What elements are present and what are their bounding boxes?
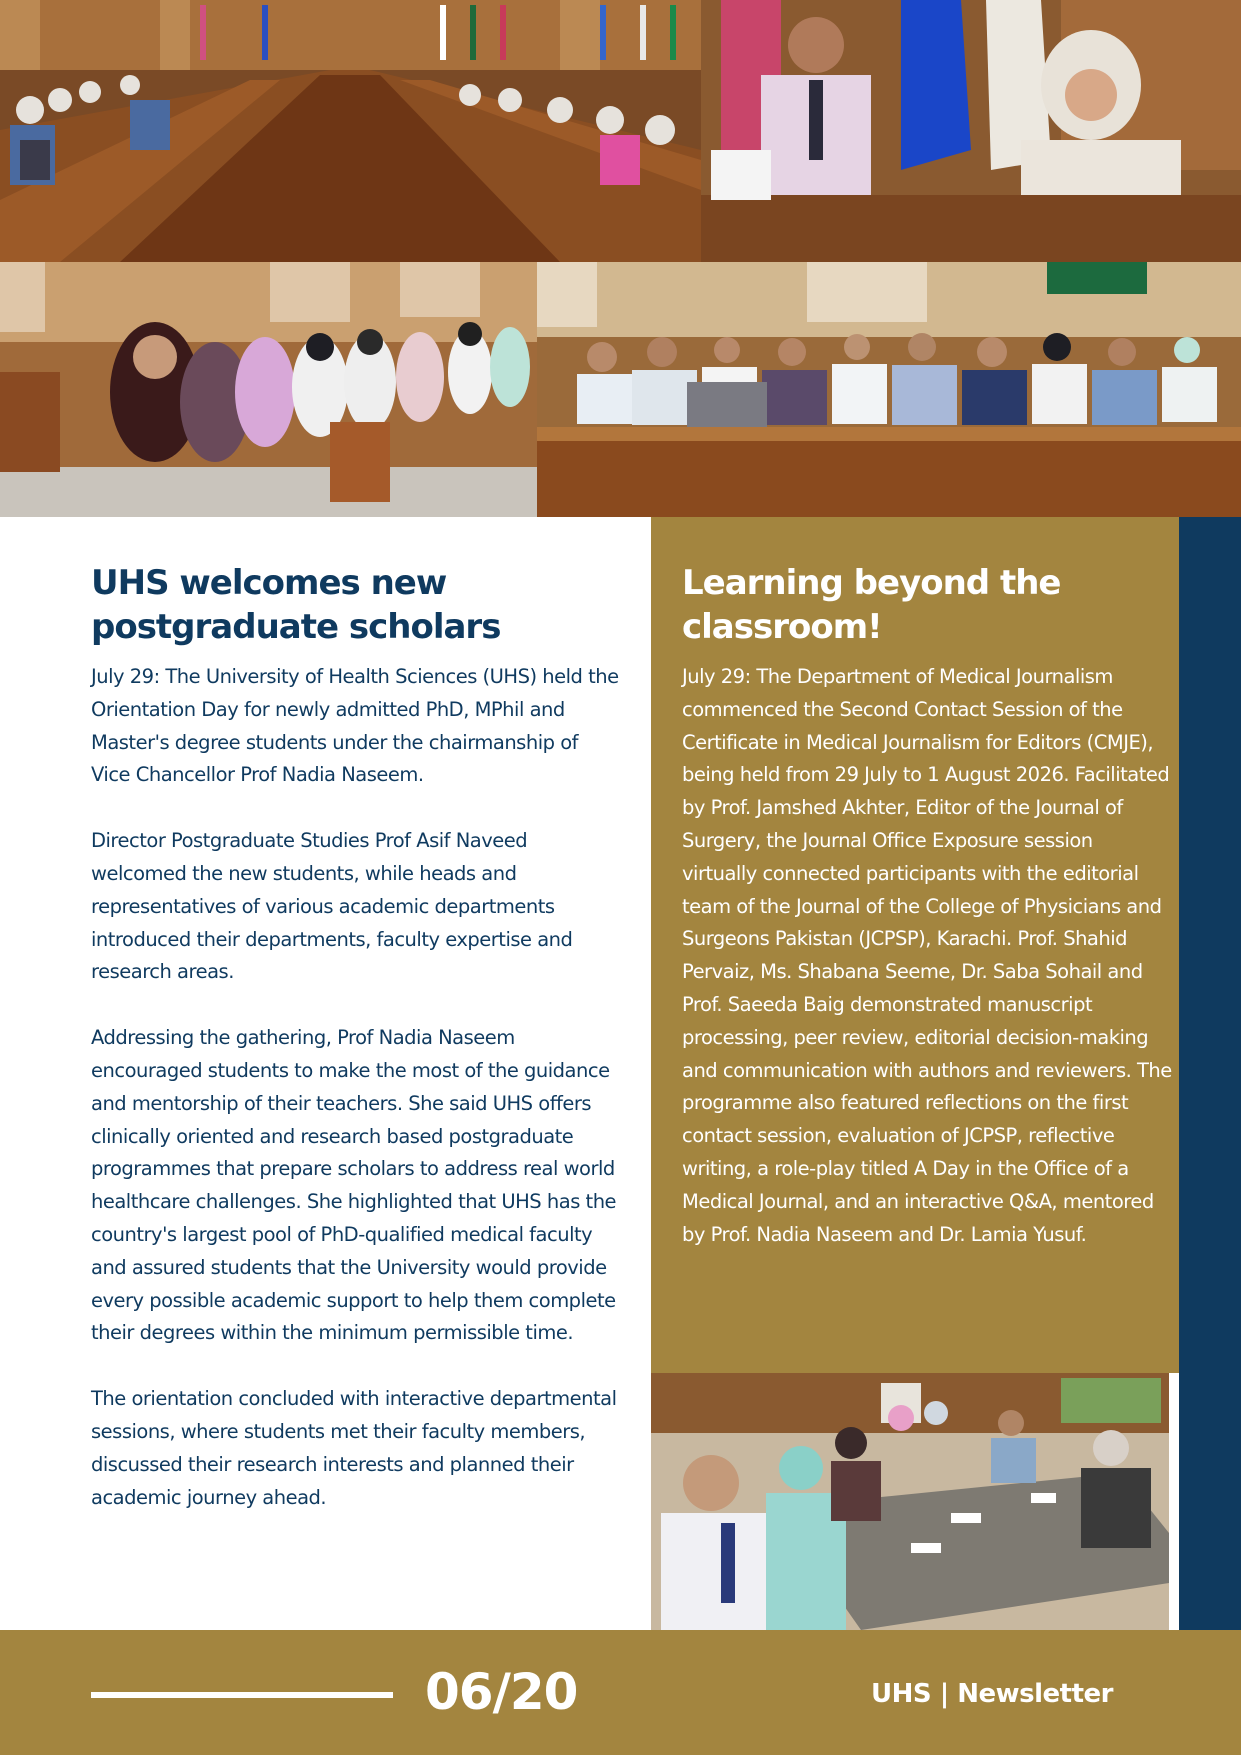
left-article (91, 561, 621, 1547)
footer-rule (91, 1692, 393, 1698)
photo-journal-meeting (651, 1373, 1169, 1630)
photo-men-seated (537, 262, 1241, 517)
photo-women-seated (0, 262, 537, 517)
photo-conference-hall (0, 0, 701, 262)
left-article-paragraph-1: July 29: The University of Health Sciences (UHS) held the Orientation Day for newly admitted PhD, MPhil and Master's degree students under the chairmanship of Vice Chancellor Prof Nadia Naseem. (91, 665, 619, 787)
left-article-paragraph-3: Addressing the gathering, Prof Nadia Naseem encouraged students to make the most of the guidance and mentorship of their teachers. She said UHS offers clinically oriented and research based postgraduate programmes that prepare scholars to address real world healthcare challenges. She highlighted that UHS has the country's largest pool of PhD-qualified medical faculty and assured students that the University would provide every possible academic support to help them complete their degrees within the minimum permissible time. (91, 1026, 617, 1345)
page-number: 06/20 (425, 1663, 578, 1721)
photo-speakers (701, 0, 1241, 262)
footer (0, 1630, 1241, 1755)
right-article-title: Learning beyond the classroom! (682, 563, 1061, 647)
right-article (682, 561, 1172, 1284)
left-article-paragraph-2: Director Postgraduate Studies Prof Asif Naveed welcomed the new students, while heads and representatives of various academic departments introduced their departments, faculty expertise and research areas. (91, 829, 573, 984)
left-article-paragraph-4: The orientation concluded with interactive departmental sessions, where students met their faculty members, discussed their research interests and planned their academic journey ahead. (91, 1387, 617, 1509)
right-article-paragraph-1: July 29: The Department of Medical Journalism commenced the Second Contact Session of the Certificate in Medical Journalism for Editors (CMJE), being held from 29 July to 1 August 2026. Facilitated by Prof. Jamshed Akhter, Editor of the Journal of Surgery, the Journal Office Exposure session virtually connected participants with the editorial team of the Journal of the College of Physicians and Surgeons Pakistan (JCPSP), Karachi. Prof. Shahid Pervaiz, Ms. Shabana Seeme, Dr. Saba Sohail and Prof. Saeeda Baig demonstrated manuscript processing, peer review, editorial decision-making and communication with authors and reviewers. The programme also featured reflections on the first contact session, evaluation of JCPSP, reflective writing, a role-play titled A Day in the Office of a Medical Journal, and an interactive Q&A, mentored by Prof. Nadia Naseem and Dr. Lamia Yusuf. (682, 665, 1172, 1246)
newsletter-brand: UHS | Newsletter (871, 1679, 1113, 1709)
left-article-title: UHS welcomes new postgraduate scholars (91, 563, 501, 647)
navy-strip (1179, 517, 1241, 1630)
